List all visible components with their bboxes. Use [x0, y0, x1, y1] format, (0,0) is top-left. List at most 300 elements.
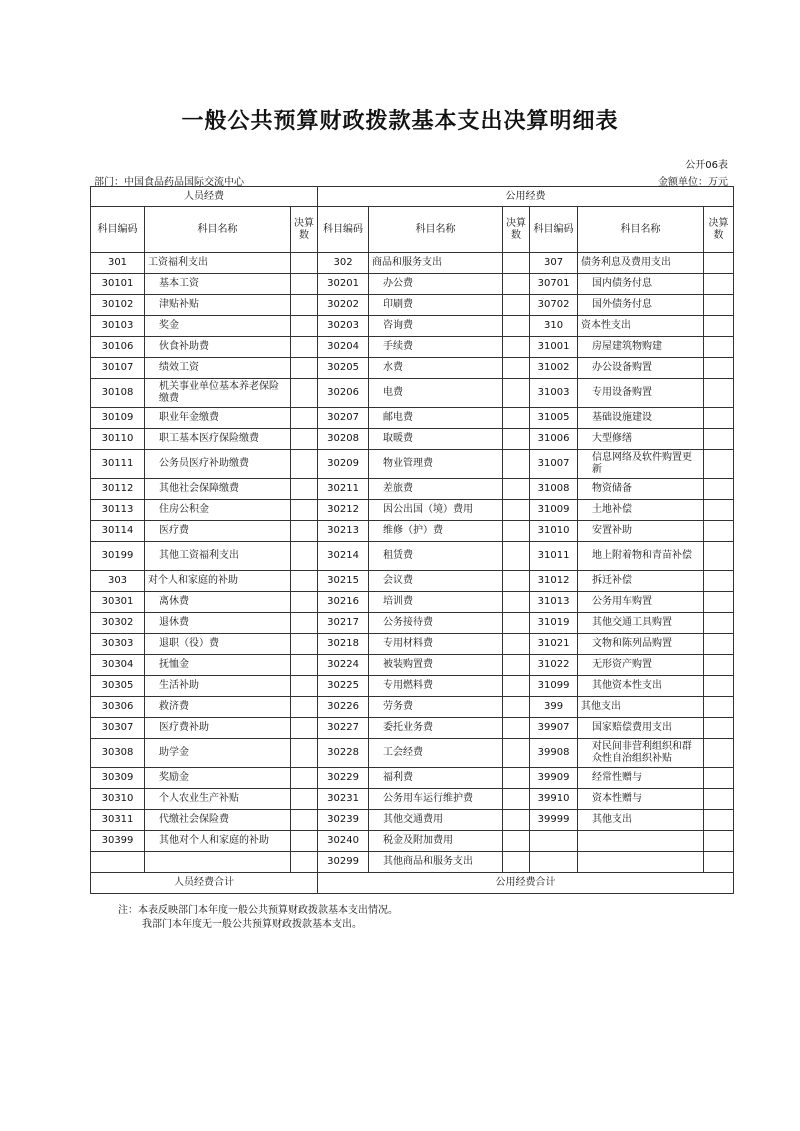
- subject-name: 生活补助: [145, 676, 291, 697]
- subject-name: 奖励金: [145, 768, 291, 789]
- table-row: [91, 634, 734, 655]
- subject-name: 其他工资福利支出: [145, 542, 291, 571]
- subject-name: 资本性赠与: [578, 789, 704, 810]
- amount-cell: [503, 253, 530, 274]
- subject-code: 30306: [91, 697, 145, 718]
- amount-cell: [291, 655, 318, 676]
- subject-code: 30107: [91, 358, 145, 379]
- subject-code: 31012: [530, 571, 578, 592]
- subject-code: 30399: [91, 831, 145, 852]
- table-row: [91, 592, 734, 613]
- subject-name: 经常性赠与: [578, 768, 704, 789]
- subject-code: 30202: [318, 295, 369, 316]
- subject-name: 福利费: [369, 768, 503, 789]
- subject-code: 30103: [91, 316, 145, 337]
- subject-name: 职工基本医疗保险缴费: [145, 429, 291, 450]
- subject-code: 30308: [91, 739, 145, 768]
- subject-name: 公务用车运行维护费: [369, 789, 503, 810]
- subject-name: 退职（役）费: [145, 634, 291, 655]
- subject-code: 30216: [318, 592, 369, 613]
- subject-name: 维修（护）费: [369, 521, 503, 542]
- table-row: [91, 810, 734, 831]
- subject-code: 31009: [530, 500, 578, 521]
- subject-name: 津贴补贴: [145, 295, 291, 316]
- personnel-total-label: 人员经费合计: [91, 873, 318, 894]
- amount-cell: [704, 852, 734, 873]
- subject-code: 30240: [318, 831, 369, 852]
- subject-name: 基础设施建设: [578, 408, 704, 429]
- subject-code: 30229: [318, 768, 369, 789]
- subject-name: 国内债务付息: [578, 274, 704, 295]
- note-line: 我部门本年度无一般公共预算财政拨款基本支出。: [142, 919, 362, 930]
- page-title: 一般公共预算财政拨款基本支出决算明细表: [181, 109, 619, 134]
- amount-cell: [291, 379, 318, 408]
- subject-code: 30206: [318, 379, 369, 408]
- subject-code: 30303: [91, 634, 145, 655]
- amount-cell: [291, 274, 318, 295]
- subject-code: 30113: [91, 500, 145, 521]
- amount-cell: [704, 697, 734, 718]
- subject-code: 31010: [530, 521, 578, 542]
- amount-cell: [503, 739, 530, 768]
- subject-name: 基本工资: [145, 274, 291, 295]
- amount-cell: [291, 852, 318, 873]
- subject-name: 因公出国（境）费用: [369, 500, 503, 521]
- table-row: [91, 831, 734, 852]
- amount-cell: [704, 739, 734, 768]
- subject-code: 301: [91, 253, 145, 274]
- amount-cell: [503, 613, 530, 634]
- amount-cell: [291, 768, 318, 789]
- public-total-label: 公用经费合计: [318, 873, 734, 894]
- subject-name: 水费: [369, 358, 503, 379]
- amount-cell: [704, 655, 734, 676]
- subject-code: 30111: [91, 450, 145, 479]
- subject-code: 30226: [318, 697, 369, 718]
- subject-name: 职业年金缴费: [145, 408, 291, 429]
- amount-cell: [704, 379, 734, 408]
- subject-name: 电费: [369, 379, 503, 408]
- amount-cell: [291, 739, 318, 768]
- subject-name: 办公设备购置: [578, 358, 704, 379]
- amount-cell: [704, 571, 734, 592]
- subject-code: 31005: [530, 408, 578, 429]
- subject-code: 31013: [530, 592, 578, 613]
- amount-cell: [704, 500, 734, 521]
- public-header: 公用经费: [318, 187, 734, 207]
- table-row: [91, 408, 734, 429]
- subject-code: 30309: [91, 768, 145, 789]
- subject-name: [578, 831, 704, 852]
- subject-code: 30239: [318, 810, 369, 831]
- subject-code: 39908: [530, 739, 578, 768]
- subject-name: 培训费: [369, 592, 503, 613]
- amount-cell: [291, 295, 318, 316]
- subject-name: 会议费: [369, 571, 503, 592]
- subject-name: 地上附着物和青苗补偿: [578, 542, 704, 571]
- amount-cell: [503, 571, 530, 592]
- amount-cell: [704, 718, 734, 739]
- subject-name: 商品和服务支出: [369, 253, 503, 274]
- subject-name: 印刷费: [369, 295, 503, 316]
- subject-name: 房屋建筑物购建: [578, 337, 704, 358]
- table-row: [91, 613, 734, 634]
- subject-name: 差旅费: [369, 479, 503, 500]
- amount-cell: [291, 571, 318, 592]
- subject-name: 税金及附加费用: [369, 831, 503, 852]
- note-line: 注：本表反映部门本年度一般公共预算财政拨款基本支出情况。: [118, 905, 398, 916]
- subject-name: 机关事业单位基本养老保险缴费: [145, 379, 291, 408]
- subject-code: 30231: [318, 789, 369, 810]
- subject-name: 工资福利支出: [145, 253, 291, 274]
- table-row: [91, 718, 734, 739]
- subject-code: 31008: [530, 479, 578, 500]
- amount-cell: [503, 655, 530, 676]
- subject-name: 土地补偿: [578, 500, 704, 521]
- subject-name: 伙食补助费: [145, 337, 291, 358]
- subject-code: 31002: [530, 358, 578, 379]
- subject-name: 专用设备购置: [578, 379, 704, 408]
- amount-header: 决算数: [503, 207, 530, 253]
- name-header: 科目名称: [145, 207, 291, 253]
- subject-code: 31099: [530, 676, 578, 697]
- amount-cell: [291, 408, 318, 429]
- amount-cell: [291, 613, 318, 634]
- subject-code: 30225: [318, 676, 369, 697]
- amount-cell: [503, 358, 530, 379]
- amount-cell: [291, 500, 318, 521]
- table-row: [91, 571, 734, 592]
- subject-code: 31007: [530, 450, 578, 479]
- subject-code: 30207: [318, 408, 369, 429]
- amount-cell: [704, 295, 734, 316]
- subject-name: 退休费: [145, 613, 291, 634]
- subject-code: [530, 831, 578, 852]
- subject-name: 医疗费补助: [145, 718, 291, 739]
- subject-name: 资本性支出: [578, 316, 704, 337]
- amount-cell: [291, 337, 318, 358]
- amount-cell: [503, 316, 530, 337]
- amount-cell: [503, 810, 530, 831]
- subject-name: 救济费: [145, 697, 291, 718]
- subject-name: 物业管理费: [369, 450, 503, 479]
- code-header: 科目编码: [318, 207, 369, 253]
- subject-name: 其他交通工具购置: [578, 613, 704, 634]
- amount-cell: [503, 295, 530, 316]
- table-row: [91, 676, 734, 697]
- amount-cell: [704, 613, 734, 634]
- amount-cell: [503, 450, 530, 479]
- amount-header: 决算数: [704, 207, 734, 253]
- subject-code: 30109: [91, 408, 145, 429]
- table-row: [91, 379, 734, 408]
- amount-cell: [291, 810, 318, 831]
- table-row: [91, 789, 734, 810]
- form-number: 公开06表: [685, 160, 728, 171]
- subject-name: 奖金: [145, 316, 291, 337]
- amount-cell: [291, 450, 318, 479]
- subject-name: 租赁费: [369, 542, 503, 571]
- amount-cell: [704, 316, 734, 337]
- name-header: 科目名称: [369, 207, 503, 253]
- table-row: [91, 479, 734, 500]
- subject-name: 大型修缮: [578, 429, 704, 450]
- subject-code: 31019: [530, 613, 578, 634]
- subject-name: 无形资产购置: [578, 655, 704, 676]
- subject-code: 30310: [91, 789, 145, 810]
- amount-cell: [704, 479, 734, 500]
- subject-name: 公务用车购置: [578, 592, 704, 613]
- subject-code: 39907: [530, 718, 578, 739]
- subject-code: 30228: [318, 739, 369, 768]
- subject-name: 抚恤金: [145, 655, 291, 676]
- subject-name: 专用燃料费: [369, 676, 503, 697]
- subject-code: 30108: [91, 379, 145, 408]
- group-header-row: [91, 187, 734, 207]
- subject-name: 其他交通费用: [369, 810, 503, 831]
- code-header: 科目编码: [91, 207, 145, 253]
- subject-code: 30102: [91, 295, 145, 316]
- amount-cell: [291, 789, 318, 810]
- amount-cell: [704, 634, 734, 655]
- subject-name: 公务接待费: [369, 613, 503, 634]
- subject-code: 39910: [530, 789, 578, 810]
- subject-name: 其他支出: [578, 697, 704, 718]
- subject-code: 31001: [530, 337, 578, 358]
- amount-cell: [291, 592, 318, 613]
- name-header: 科目名称: [578, 207, 704, 253]
- amount-cell: [291, 831, 318, 852]
- subject-code: 302: [318, 253, 369, 274]
- subject-name: 咨询费: [369, 316, 503, 337]
- subject-code: 307: [530, 253, 578, 274]
- amount-cell: [503, 852, 530, 873]
- amount-cell: [503, 479, 530, 500]
- table-row: [91, 542, 734, 571]
- amount-cell: [704, 429, 734, 450]
- table-row: [91, 521, 734, 542]
- subject-code: 30215: [318, 571, 369, 592]
- amount-cell: [503, 592, 530, 613]
- subject-code: 39999: [530, 810, 578, 831]
- amount-cell: [291, 253, 318, 274]
- table-row: [91, 500, 734, 521]
- subject-name: 信息网络及软件购置更新: [578, 450, 704, 479]
- amount-cell: [704, 676, 734, 697]
- subject-name: 其他商品和服务支出: [369, 852, 503, 873]
- subject-code: 31006: [530, 429, 578, 450]
- subject-name: 工会经费: [369, 739, 503, 768]
- amount-cell: [704, 810, 734, 831]
- subject-code: 30212: [318, 500, 369, 521]
- column-header-row: [91, 207, 734, 253]
- amount-cell: [503, 676, 530, 697]
- personnel-header: 人员经费: [91, 187, 318, 207]
- table-row: [91, 852, 734, 873]
- amount-cell: [704, 408, 734, 429]
- subject-code: 30299: [318, 852, 369, 873]
- subject-code: 31011: [530, 542, 578, 571]
- subject-name: 取暖费: [369, 429, 503, 450]
- subject-name: 个人农业生产补贴: [145, 789, 291, 810]
- amount-cell: [503, 768, 530, 789]
- amount-cell: [291, 718, 318, 739]
- subject-name: 专用材料费: [369, 634, 503, 655]
- table-row: [91, 274, 734, 295]
- subject-name: 安置补助: [578, 521, 704, 542]
- notes: [118, 904, 398, 932]
- subject-name: 公务员医疗补助缴费: [145, 450, 291, 479]
- amount-cell: [503, 542, 530, 571]
- subject-code: 30218: [318, 634, 369, 655]
- subject-code: 30106: [91, 337, 145, 358]
- amount-cell: [503, 274, 530, 295]
- subject-code: 30205: [318, 358, 369, 379]
- subject-code: 30214: [318, 542, 369, 571]
- subject-name: 对民间非营利组织和群众性自治组织补贴: [578, 739, 704, 768]
- amount-unit: 金额单位：万元: [658, 177, 728, 188]
- subject-code: 31021: [530, 634, 578, 655]
- subject-name: 拆迁补偿: [578, 571, 704, 592]
- subject-code: 30224: [318, 655, 369, 676]
- department-label: 部门：中国食品药品国际交流中心: [94, 177, 244, 188]
- subject-name: 其他支出: [578, 810, 704, 831]
- subject-name: 邮电费: [369, 408, 503, 429]
- subject-code: 30211: [318, 479, 369, 500]
- table-row: [91, 429, 734, 450]
- total-row: [91, 873, 734, 894]
- amount-cell: [704, 337, 734, 358]
- amount-cell: [503, 500, 530, 521]
- subject-code: 399: [530, 697, 578, 718]
- expenditure-table: [90, 186, 734, 894]
- subject-name: 离休费: [145, 592, 291, 613]
- subject-name: 物资储备: [578, 479, 704, 500]
- amount-cell: [291, 634, 318, 655]
- amount-cell: [503, 521, 530, 542]
- subject-name: 文物和陈列品购置: [578, 634, 704, 655]
- table-row: [91, 295, 734, 316]
- subject-code: 30304: [91, 655, 145, 676]
- amount-cell: [704, 542, 734, 571]
- amount-cell: [291, 358, 318, 379]
- subject-code: 30201: [318, 274, 369, 295]
- subject-code: 30702: [530, 295, 578, 316]
- subject-code: 30101: [91, 274, 145, 295]
- subject-name: 其他资本性支出: [578, 676, 704, 697]
- subject-code: 30701: [530, 274, 578, 295]
- amount-cell: [503, 718, 530, 739]
- amount-cell: [291, 429, 318, 450]
- amount-cell: [704, 358, 734, 379]
- subject-name: 其他社会保障缴费: [145, 479, 291, 500]
- subject-code: 30110: [91, 429, 145, 450]
- subject-code: 30302: [91, 613, 145, 634]
- subject-code: 30203: [318, 316, 369, 337]
- amount-cell: [704, 450, 734, 479]
- subject-code: 31022: [530, 655, 578, 676]
- subject-code: 30112: [91, 479, 145, 500]
- amount-cell: [503, 379, 530, 408]
- subject-code: 30213: [318, 521, 369, 542]
- subject-code: 310: [530, 316, 578, 337]
- table-row: [91, 768, 734, 789]
- subject-code: [530, 852, 578, 873]
- amount-header: 决算数: [291, 207, 318, 253]
- amount-cell: [503, 697, 530, 718]
- table-row: [91, 655, 734, 676]
- subject-name: 代缴社会保险费: [145, 810, 291, 831]
- amount-cell: [503, 789, 530, 810]
- subject-code: 30311: [91, 810, 145, 831]
- table-row: [91, 739, 734, 768]
- amount-cell: [704, 592, 734, 613]
- table-row: [91, 253, 734, 274]
- amount-cell: [503, 634, 530, 655]
- subject-code: 30114: [91, 521, 145, 542]
- subject-code: 31003: [530, 379, 578, 408]
- amount-cell: [503, 408, 530, 429]
- subject-name: 对个人和家庭的补助: [145, 571, 291, 592]
- amount-cell: [704, 768, 734, 789]
- subject-name: 医疗费: [145, 521, 291, 542]
- table-row: [91, 337, 734, 358]
- amount-cell: [704, 521, 734, 542]
- amount-cell: [503, 337, 530, 358]
- subject-code: 30204: [318, 337, 369, 358]
- subject-code: 30209: [318, 450, 369, 479]
- amount-cell: [704, 274, 734, 295]
- subject-code: 30227: [318, 718, 369, 739]
- table-row: [91, 316, 734, 337]
- amount-cell: [291, 521, 318, 542]
- subject-name: [145, 852, 291, 873]
- amount-cell: [291, 676, 318, 697]
- amount-cell: [503, 429, 530, 450]
- subject-name: 手续费: [369, 337, 503, 358]
- subject-code: 30307: [91, 718, 145, 739]
- table-row: [91, 450, 734, 479]
- amount-cell: [291, 316, 318, 337]
- subject-name: 住房公积金: [145, 500, 291, 521]
- subject-name: 国家赔偿费用支出: [578, 718, 704, 739]
- subject-code: 30305: [91, 676, 145, 697]
- amount-cell: [704, 789, 734, 810]
- table-row: [91, 358, 734, 379]
- amount-cell: [291, 542, 318, 571]
- subject-name: 债务利息及费用支出: [578, 253, 704, 274]
- subject-code: [91, 852, 145, 873]
- subject-name: 助学金: [145, 739, 291, 768]
- subject-code: 30301: [91, 592, 145, 613]
- amount-cell: [291, 697, 318, 718]
- subject-code: 30208: [318, 429, 369, 450]
- subject-name: 被装购置费: [369, 655, 503, 676]
- subject-name: 委托业务费: [369, 718, 503, 739]
- subject-name: 国外债务付息: [578, 295, 704, 316]
- subject-code: 39909: [530, 768, 578, 789]
- amount-cell: [291, 479, 318, 500]
- subject-name: 办公费: [369, 274, 503, 295]
- table-row: [91, 697, 734, 718]
- subject-code: 30199: [91, 542, 145, 571]
- subject-code: 30217: [318, 613, 369, 634]
- subject-name: 绩效工资: [145, 358, 291, 379]
- subject-name: [578, 852, 704, 873]
- amount-cell: [503, 831, 530, 852]
- subject-name: 其他对个人和家庭的补助: [145, 831, 291, 852]
- code-header: 科目编码: [530, 207, 578, 253]
